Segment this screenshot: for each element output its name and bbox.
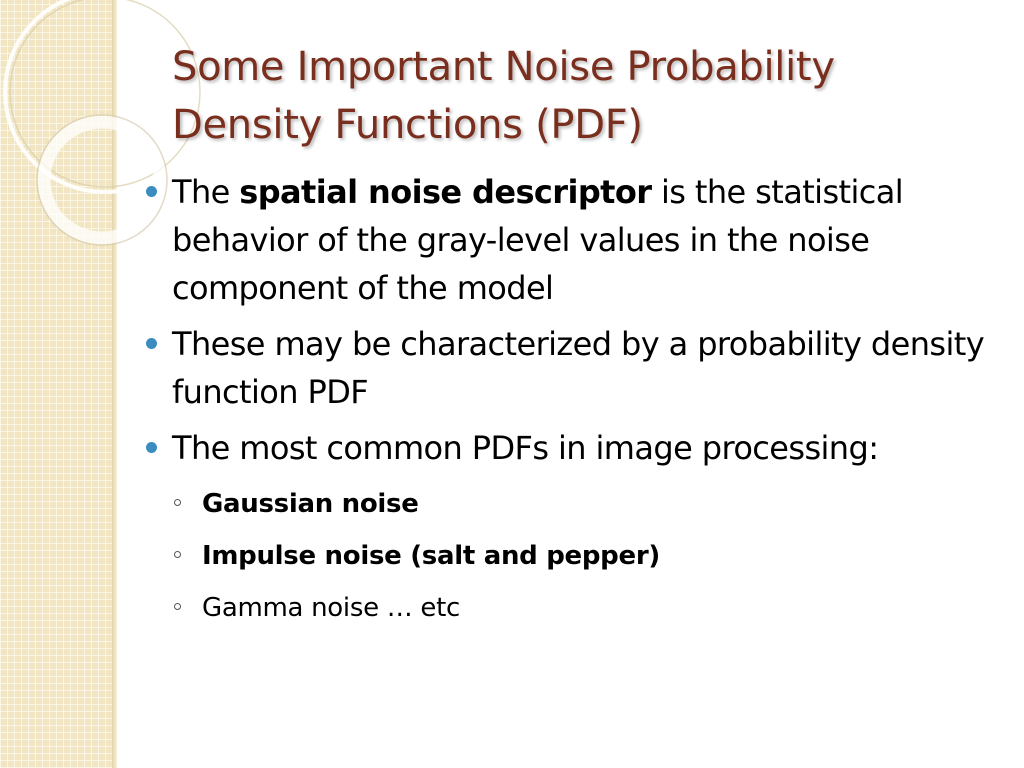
bullet-dot-icon [146,442,157,453]
bullet-text: The most common PDFs in image processing: [172,429,879,467]
sub-bullet-text: Gaussian noise [202,489,419,519]
sub-bullet-item [140,532,1000,580]
bullet-item [140,320,1000,416]
bullet-dot-icon [146,338,157,349]
circle-bullet-icon [174,603,181,610]
sub-bullet-text: Gamma noise … etc [202,593,460,623]
sub-bullet-text: Impulse noise (salt and pepper) [202,541,660,571]
bullet-text: These may be characterized by a probability density function PDF [172,325,985,411]
bullet-dot-icon [146,186,157,197]
bullet-text-suffix: is the statistical behavior of the gray-level values in the noise component of the model [172,173,904,307]
circle-bullet-icon [174,551,181,558]
slide-title: Some Important Noise Probability Density Functions (PDF) [172,44,835,148]
bullet-text-prefix: The [172,173,240,211]
bullet-text-bold: spatial noise descriptor [239,173,652,211]
bullet-item [140,424,1000,472]
bullet-item [140,168,1000,312]
slide-content [140,168,1000,636]
sub-bullet-list [140,480,1000,632]
sub-bullet-item [140,480,1000,528]
circle-bullet-icon [174,499,181,506]
sub-bullet-item [140,584,1000,632]
